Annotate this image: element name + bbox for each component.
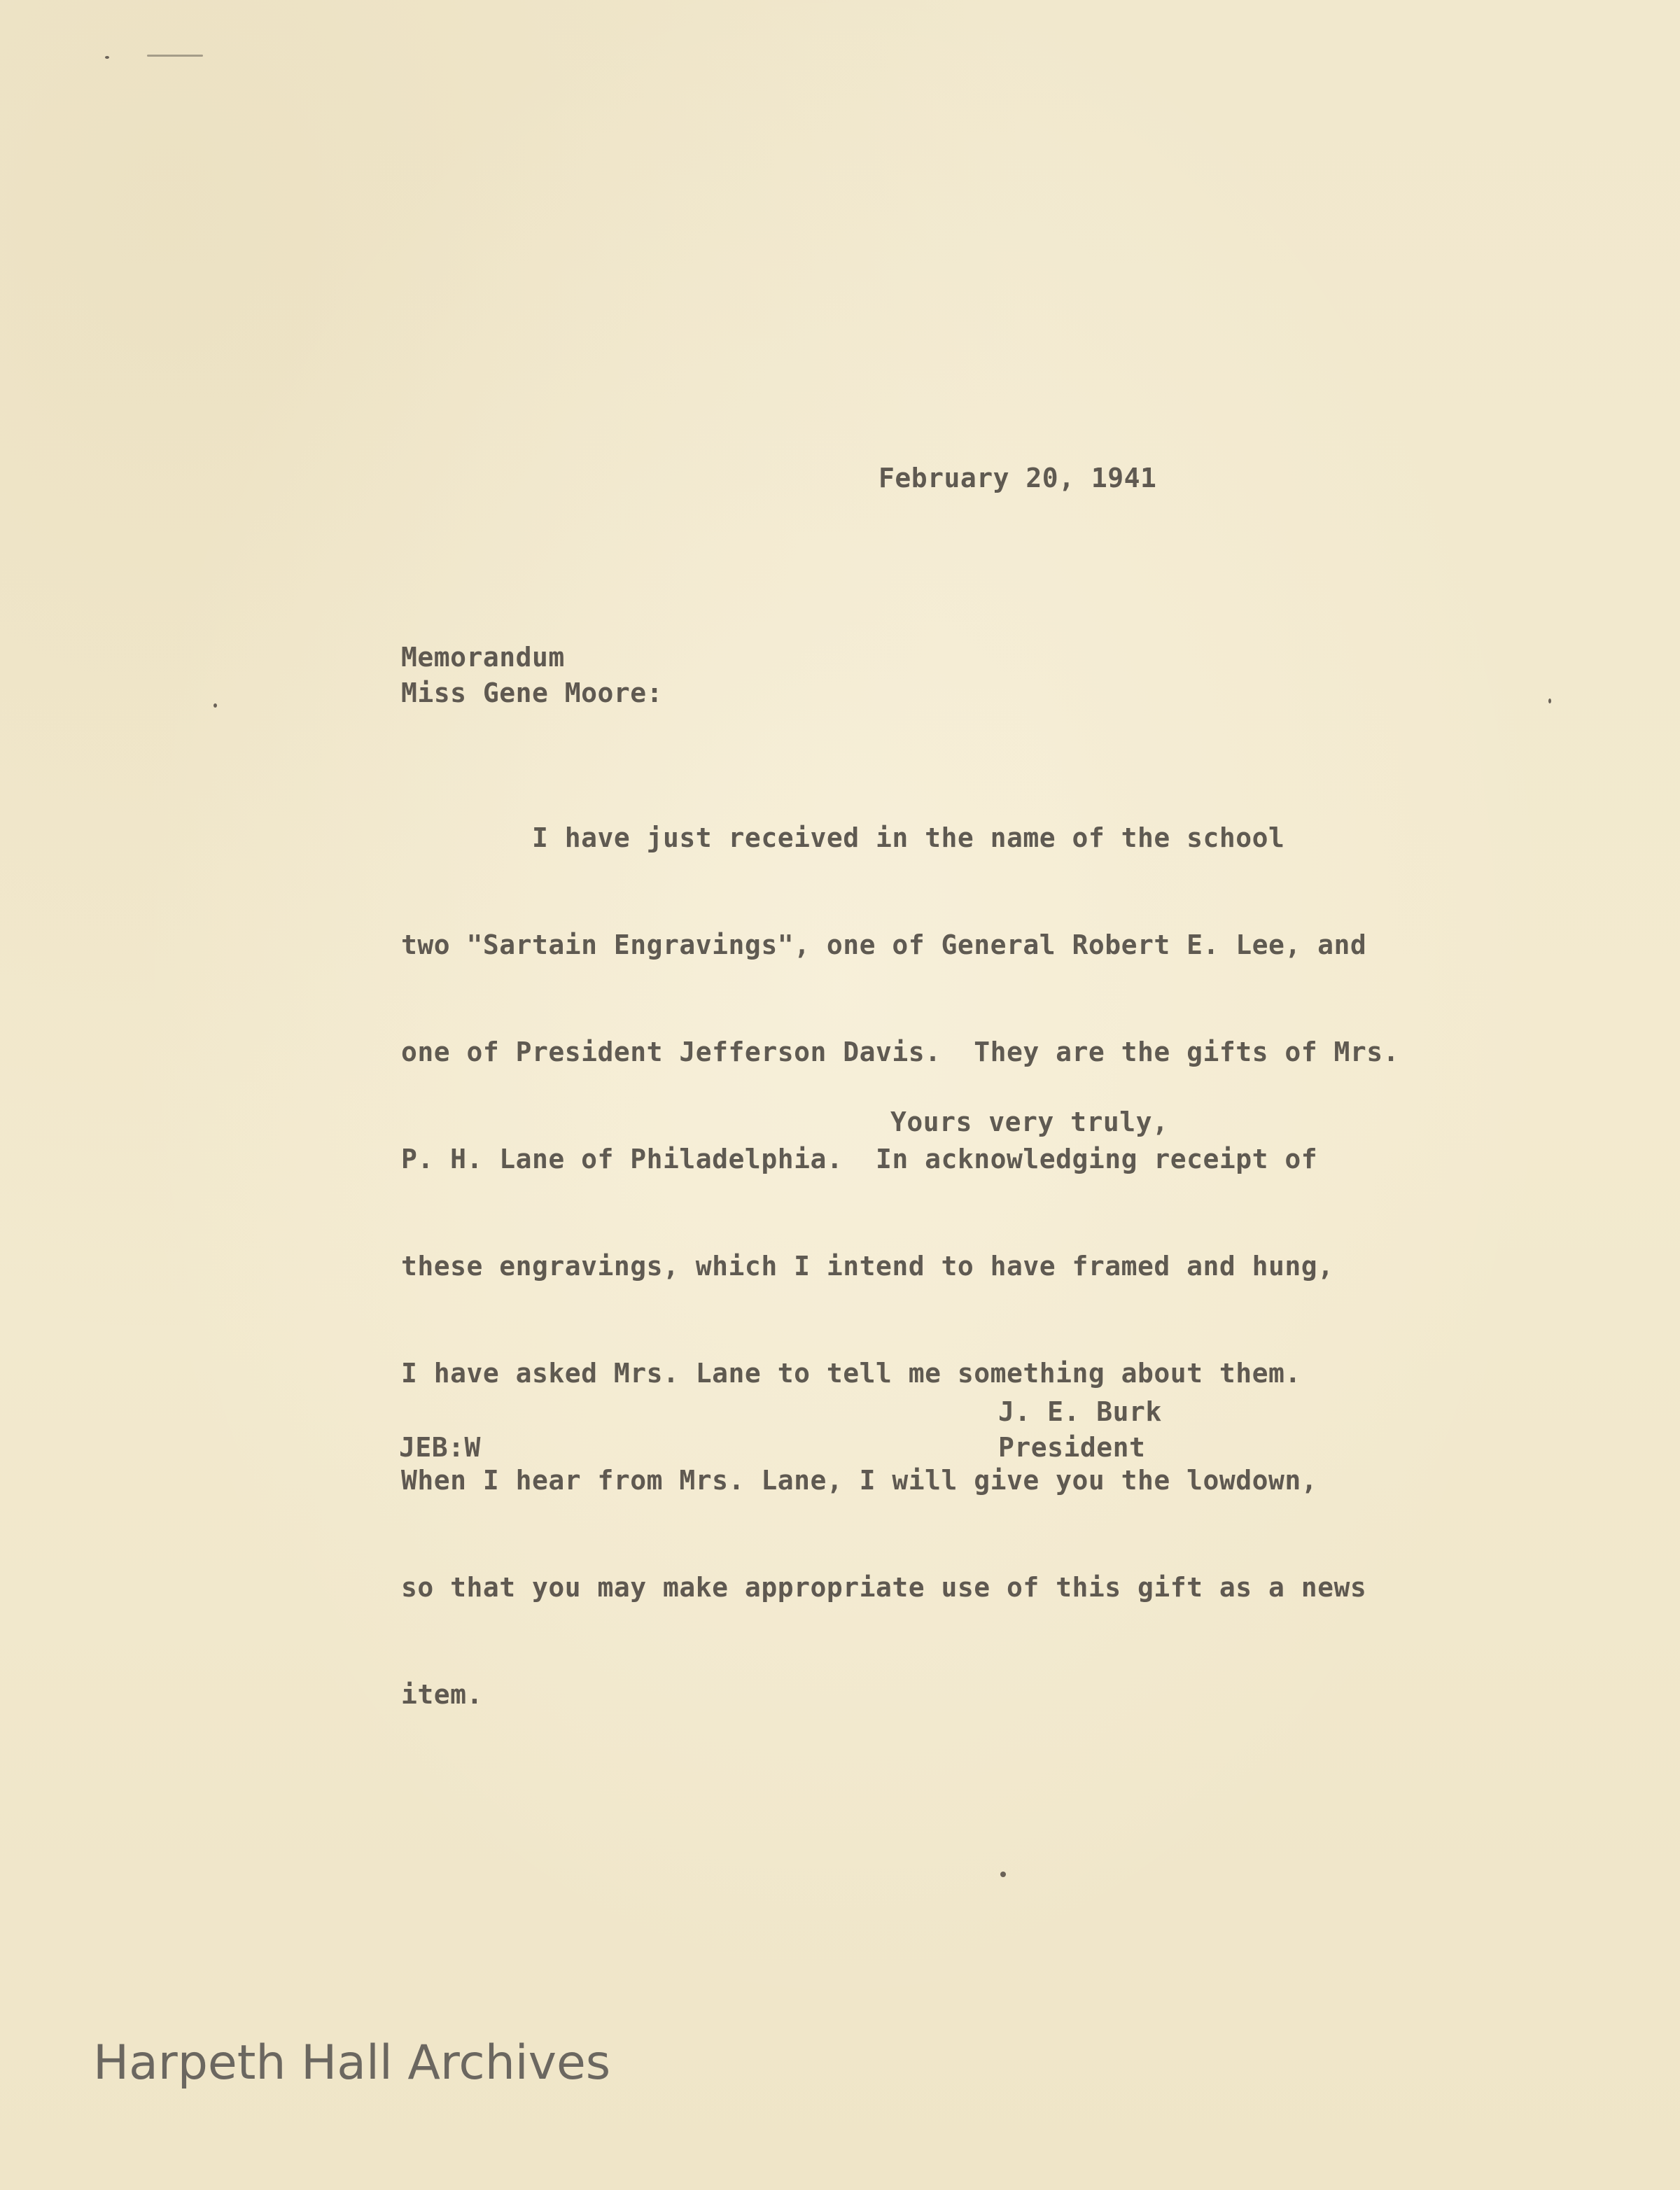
body-line: so that you may make appropriate use of this gift as a news [401,1572,1367,1603]
paper-speck [1000,1872,1006,1877]
paper-speck [1548,699,1551,703]
body-line: I have just received in the name of the school [401,822,1285,853]
letter-date: February 20, 1941 [878,463,1157,493]
body-line: one of President Jefferson Davis. They are the gifts of Mrs. [401,1037,1400,1067]
body-line: item. [401,1679,483,1710]
archive-watermark: Harpeth Hall Archives [93,2035,611,2091]
letter-body [401,749,1399,1784]
paper-speck [214,703,217,708]
memo-heading: Memorandum [401,642,565,673]
closing: Yours very truly, [890,1107,1169,1137]
typist-initials: JEB:W [399,1432,481,1463]
body-line: P. H. Lane of Philadelphia. In acknowledging receipt of [401,1144,1318,1174]
signer-title: President [998,1432,1146,1463]
addressee: Miss Gene Moore: [401,678,664,708]
body-line: these engravings, which I intend to have framed and hung, [401,1251,1334,1282]
body-line: two "Sartain Engravings", one of General Robert E. Lee, and [401,929,1367,960]
body-line: When I hear from Mrs. Lane, I will give you the lowdown, [401,1465,1318,1496]
body-line: I have asked Mrs. Lane to tell me something about them. [401,1358,1301,1389]
paper-mark [147,55,203,57]
paper-speck [105,56,109,59]
signer-name: J. E. Burk [998,1396,1162,1427]
